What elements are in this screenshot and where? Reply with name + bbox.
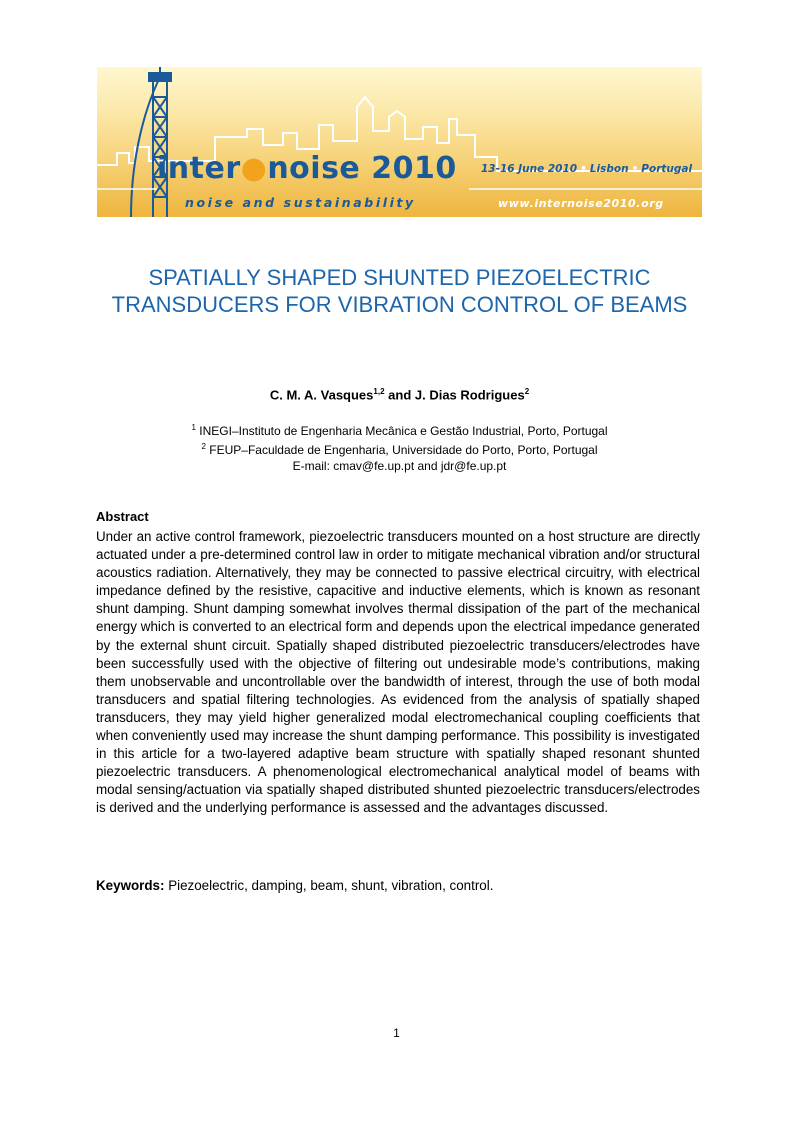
- author-affiliation-marker: 1,2: [373, 387, 385, 396]
- conference-banner: [97, 67, 702, 217]
- abstract-body: Under an active control framework, piezoelectric transducers mounted on a host structure are directly actuated under a pre-determined control law in order to mitigate mechanical vibration and/or structural acoustics radiation. Alternatively, they may be connected to passive electrical circuitry, with electrical impedance defined by the resistive, capacitive and inductive elements, which is known as resonant shunt damping. Shunt damping somewhat involves thermal dissipation of the part of the mechanical energy which is converted to an electrical form and depends upon the electrical impedance generated by the external shunt circuit. Spatially shaped distributed piezoelectric transducers/electrodes have been successfully used with the objective of filtering out undesirable mode’s contributions, making them unobservable and uncontrollable over the bandwidth of interest, through the use of both modal transducers and spatial filtering technologies. As evidenced from the analysis of spatially shaped transducers, they may yield higher generalized modal electromechanical coupling coefficients that when conveniently used may increase the shunt damping performance. This possibility is investigated in this article for a two-layered adaptive beam structure with spatially shaped resonant shunted piezoelectric transducers. A phenomenological electromechanical analytical model of beams with modal sensing/actuation via spatially shaped distributed shunted piezoelectric transducers/electrodes is derived and the underlying performance is assessed and the advantages discussed.: [96, 529, 700, 816]
- separator-dot-icon: •: [580, 163, 587, 175]
- affiliation-marker: 2: [201, 442, 206, 451]
- affiliations: [97, 420, 702, 474]
- abstract-heading: Abstract: [96, 509, 149, 524]
- affiliation-text: INEGI–Instituto de Engenharia Mecânica e Gestão Industrial, Porto, Portugal: [199, 424, 608, 438]
- keywords: [96, 878, 700, 893]
- author-affiliation-marker: 2: [524, 387, 530, 396]
- separator-dot-icon: •: [631, 163, 639, 175]
- logo-dot-icon: ●: [240, 151, 268, 186]
- affiliation-text: FEUP–Faculdade de Engenharia, Universidade do Porto, Porto, Portugal: [209, 443, 598, 457]
- contact-email: E-mail: cmav@fe.up.pt and jdr@fe.up.pt: [292, 459, 507, 473]
- conference-url[interactable]: www.internoise2010.org: [498, 197, 664, 210]
- vasco-da-gama-tower-icon: [131, 67, 171, 217]
- conference-city: Lisbon: [589, 163, 629, 175]
- affiliation-marker: 1: [191, 423, 196, 432]
- paper-title: SPATIALLY SHAPED SHUNTED PIEZOELECTRIC TRANSDUCERS FOR VIBRATION CONTROL OF BEAMS: [111, 265, 688, 317]
- conference-logo: [157, 151, 457, 186]
- logo-text-noise: noise 2010: [267, 151, 457, 186]
- page-number: 1: [393, 1026, 400, 1040]
- author-name: C. M. A. Vasques: [269, 387, 374, 403]
- logo-text-inter: inter: [157, 151, 241, 186]
- keywords-label: Keywords:: [96, 878, 165, 893]
- conference-dates: 13-16 June 2010: [481, 163, 578, 175]
- conference-dates-location: [481, 163, 692, 175]
- author-name: J. Dias Rodrigues: [414, 387, 525, 403]
- paper-authors: [97, 387, 702, 402]
- conference-tagline: noise and sustainability: [185, 195, 416, 210]
- affiliation-line: [97, 420, 702, 439]
- keywords-list: Piezoelectric, damping, beam, shunt, vibration, control.: [164, 878, 494, 893]
- author-conjunction: and: [384, 387, 415, 403]
- affiliation-line: [97, 439, 702, 458]
- conference-country: Portugal: [641, 163, 693, 175]
